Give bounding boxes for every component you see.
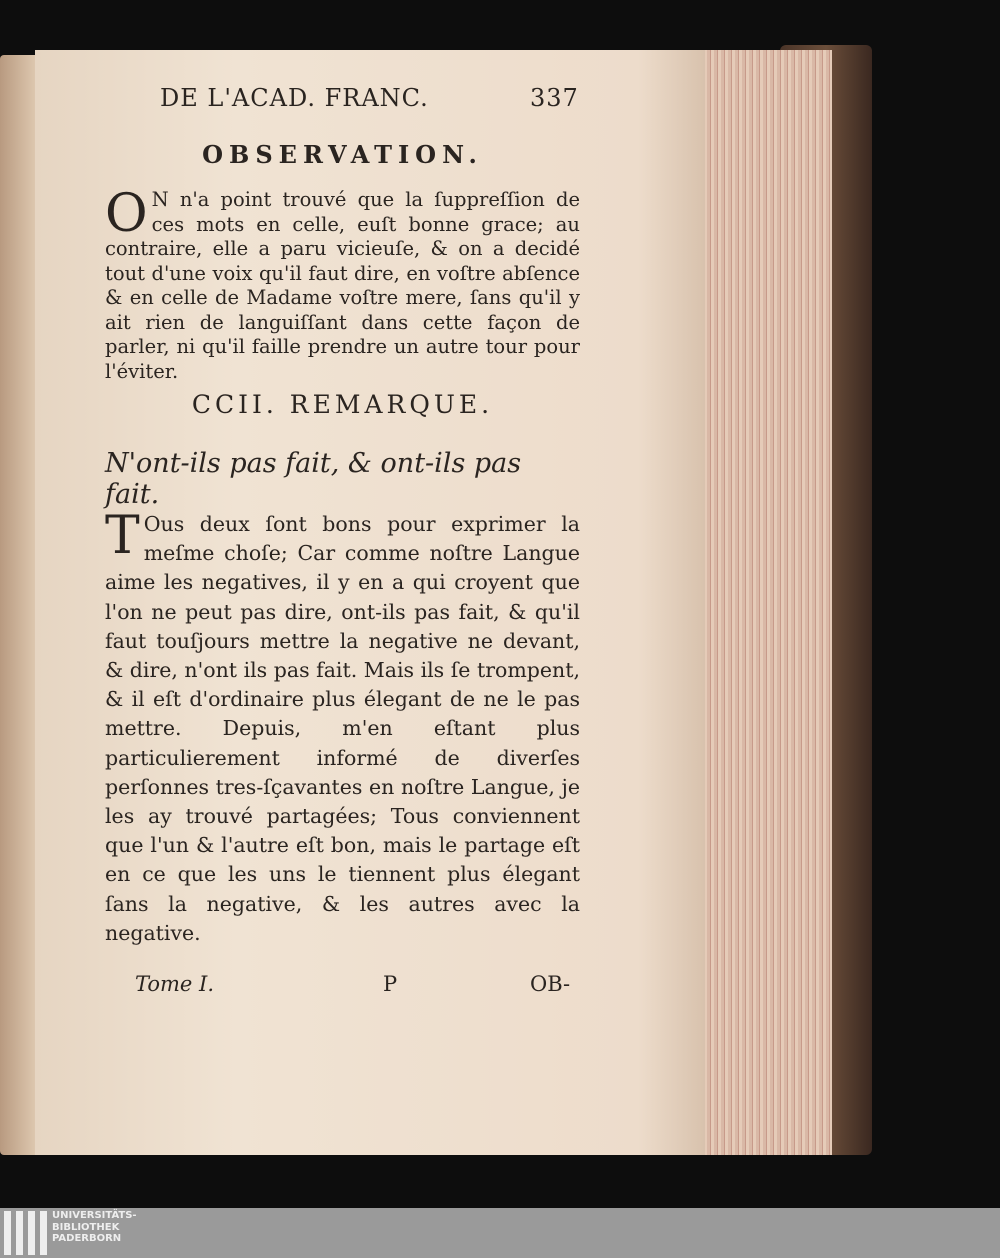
remarque-paragraph bbox=[105, 506, 580, 948]
volume-label: Tome I. bbox=[135, 972, 215, 996]
library-name-line: BIBLIOTHEK bbox=[52, 1221, 120, 1233]
remarque-title: N'ont-ils pas fait, & ont-ils pas fait. bbox=[105, 448, 522, 510]
library-name-line: PADERBORN bbox=[52, 1233, 122, 1244]
observation-heading: OBSERVATION. bbox=[202, 140, 483, 169]
catchword: OB- bbox=[530, 972, 571, 996]
remarque-heading: CCII. REMARQUE. bbox=[191, 390, 494, 419]
library-name-line: UNIVERSITÄTS- bbox=[52, 1210, 137, 1221]
remarque-text: Ous deux ſont bons pour exprimer la meſme choſe; Car comme noſtre Langue aime les negatives, il y en a qui croyent que l'on ne peut pas dire, ont-ils pas fait, & qu'il faut touſjours mettre la negative ne devant, & dire, n'ont ils pas fait. Mais ils ſe trompent, & il eſt d'ordinaire plus élegant de ne le pas mettre. Depuis, m'en eſtant plus particulierement informé de diverſes perſonnes tres-ſçavantes en noſtre Langue, je les ay trouvé partagées; Tous conviennent que l'un & l'autre eſt bon, mais le partage eſt en ce que les uns le tiennent plus élegant ſans la negative, & les autres avec la negative. bbox=[105, 512, 580, 945]
page-edges bbox=[700, 50, 832, 1155]
signature-mark: P bbox=[383, 972, 398, 996]
drop-cap: O bbox=[105, 184, 148, 244]
page-number: 337 bbox=[530, 84, 579, 112]
drop-cap: T bbox=[105, 506, 140, 566]
observation-paragraph bbox=[105, 184, 580, 384]
running-title: DE L'ACAD. FRANC. bbox=[160, 84, 429, 112]
library-logo-icon bbox=[4, 1211, 47, 1255]
left-page-edge bbox=[0, 55, 40, 1155]
observation-text: N n'a point trouvé que la ſuppreſſion de ces mots en celle, euſt bonne grace; au contraire, elle a paru vicieuſe, & on a decidé tout d'une voix qu'il faut dire, en voſtre abſence & en celle de Madame voſtre mere, ſans qu'il y ait rien de languiſſant dans cette façon de parler, ni qu'il faille prendre un autre tour pour l'éviter. bbox=[105, 188, 580, 383]
library-footer bbox=[0, 1208, 1000, 1258]
library-name bbox=[52, 1210, 137, 1245]
